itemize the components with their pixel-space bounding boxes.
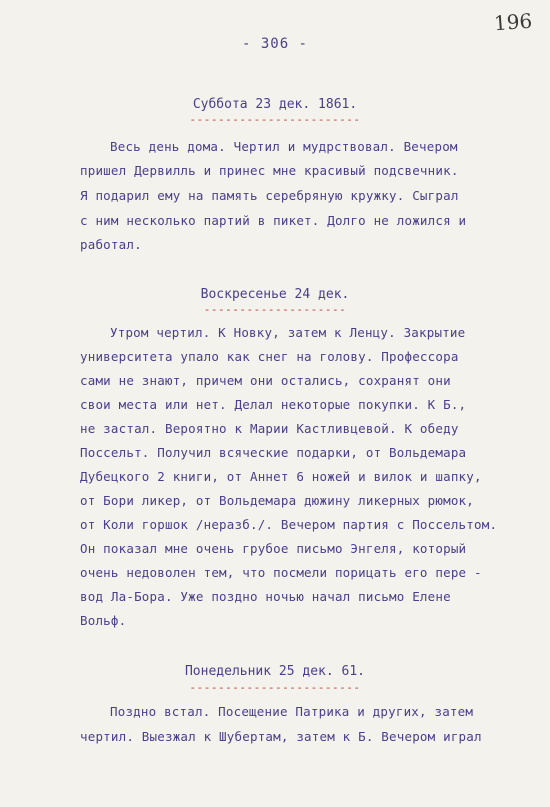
text-line: от Коли горшок /неразб./. Вечером партия с Поссельтом.	[80, 517, 498, 532]
text-line: Поздно встал. Посещение Патрика и других, затем	[110, 704, 474, 719]
text-line: Он показал мне очень грубое письмо Энгеля, который	[80, 541, 467, 556]
text-line: работал.	[80, 237, 142, 252]
text-line: от Бори ликер, от Вольдемара дюжину ликерных рюмок,	[80, 493, 475, 508]
text-line: очень недоволен тем, что посмели порицать его пере -	[80, 565, 482, 580]
text-line: вод Ла-Бора. Уже поздно ночью начал письмо Елене	[80, 589, 451, 604]
text-line: Вольф.	[80, 613, 127, 628]
text-line: сами не знают, причем они остались, сохранят они	[80, 373, 451, 388]
text-line: Я подарил ему на память серебряную кружку. Сыграл	[80, 188, 459, 203]
entry-heading: Понедельник 25 дек. 61.	[184, 664, 365, 679]
text-line: с ним несколько партий в пикет. Долго не ложился и	[80, 213, 467, 228]
text-line: чертил. Выезжал к Шубертам, затем к Б. Вечером играл	[80, 729, 482, 744]
text-line: Утром чертил. К Новку, затем к Ленцу. Закрытие	[110, 325, 466, 340]
entry-heading: Воскресенье 24 дек.	[200, 287, 350, 302]
text-line: Весь день дома. Чертил и мудрствовал. Вечером	[110, 139, 458, 154]
text-line: свои места или нет. Делал некоторые покупки. К Б.,	[80, 397, 467, 412]
text-line: не застал. Вероятно к Марии Кастливцевой. К обеду	[80, 421, 459, 436]
heading-underline: --------------------	[203, 303, 347, 316]
text-line: Поссельт. Получил всяческие подарки, от Вольдемара	[80, 445, 467, 460]
text-line: пришел Дервилль и принес мне красивый подсвечник.	[80, 163, 459, 178]
folio-number: 196	[493, 8, 533, 36]
heading-underline: ------------------------	[189, 113, 361, 126]
heading-underline: ------------------------	[189, 681, 361, 694]
page-number: - 306 -	[241, 36, 308, 52]
text-line: университета упало как снег на голову. Профессора	[80, 349, 459, 364]
entry-heading: Суббота 23 дек. 1861.	[192, 97, 358, 112]
text-line: Дубецкого 2 книги, от Аннет 6 ножей и вилок и шапку,	[80, 469, 482, 484]
